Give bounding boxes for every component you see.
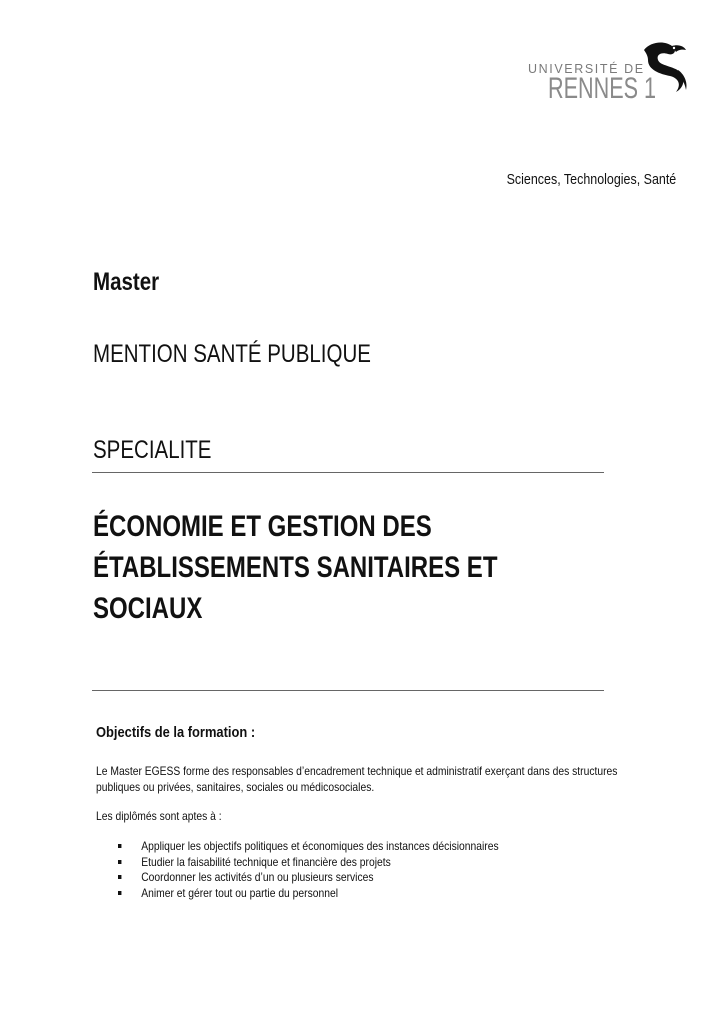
- university-logo: [526, 40, 696, 108]
- list-item: [118, 886, 499, 902]
- objectives-lead: Les diplômés sont aptes à :: [96, 809, 222, 823]
- list-item-text: Etudier la faisabilité technique et financière des projets: [141, 854, 391, 869]
- objectives-paragraph: [96, 764, 617, 795]
- paragraph-line: Le Master EGESS forme des responsables d’encadrement technique et administratif exerçant dans des structures: [96, 764, 618, 778]
- program-title-line: ÉCONOMIE ET GESTION DES: [93, 510, 432, 543]
- logo-text-line1: UNIVERSITÉ DE: [528, 62, 645, 76]
- list-item: [118, 870, 499, 886]
- bullet-square-icon: [118, 891, 121, 895]
- list-item: [118, 839, 499, 855]
- objectives-heading: Objectifs de la formation :: [96, 724, 256, 741]
- paragraph-line: publiques ou privées, sanitaires, sociales ou médicosociales.: [96, 779, 375, 794]
- list-item-text: Animer et gérer tout ou partie du personnel: [141, 885, 338, 900]
- bullet-square-icon: [118, 860, 121, 864]
- list-item-text: Appliquer les objectifs politiques et économiques des instances décisionnaires: [141, 839, 499, 853]
- bullet-square-icon: [118, 844, 121, 848]
- degree-heading: Master: [93, 268, 160, 296]
- list-item: [118, 855, 499, 871]
- divider-bottom: [92, 690, 604, 691]
- bullet-square-icon: [118, 875, 121, 879]
- mention-heading: MENTION SANTÉ PUBLIQUE: [93, 340, 371, 368]
- objectives-bullet-list: [118, 839, 499, 901]
- logo-text-line2: RENNES 1: [548, 72, 657, 105]
- specialite-heading: SPECIALITE: [93, 436, 212, 464]
- program-title-line: SOCIAUX: [93, 592, 203, 625]
- list-item-text: Coordonner les activités d’un ou plusieurs services: [141, 870, 374, 884]
- divider-top: [92, 472, 604, 473]
- faculty-label: Sciences, Technologies, Santé: [506, 172, 676, 188]
- program-title-line: ÉTABLISSEMENTS SANITAIRES ET: [93, 551, 498, 584]
- program-title: [93, 506, 605, 629]
